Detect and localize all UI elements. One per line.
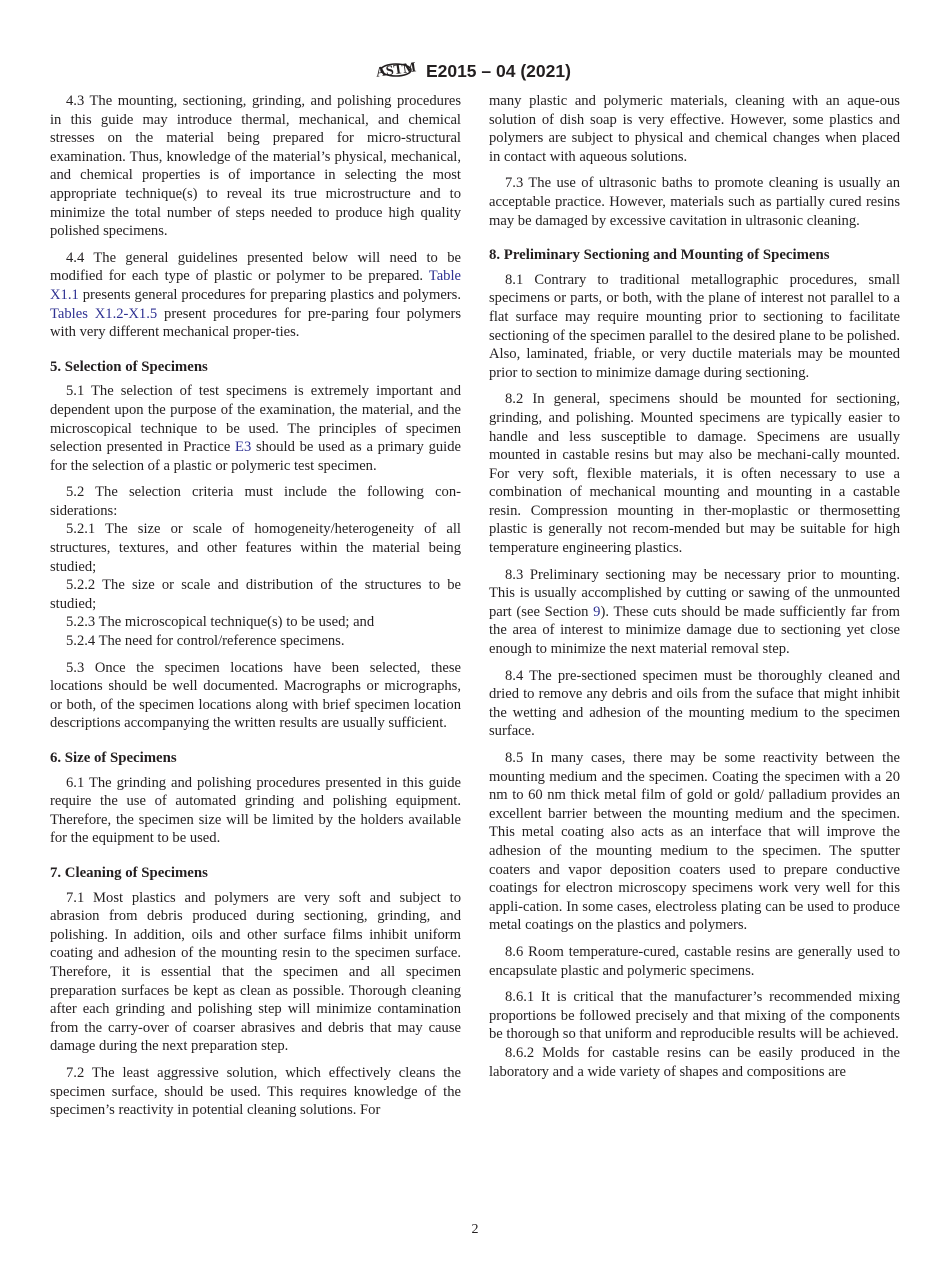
text-segment: many plastic and polymeric materials, cleaning with an aque-ous solution of dish soap is very effective. However, some plastics and polymers are subject to physical and chemical changes when placed in contact with aqueous solutions. bbox=[489, 93, 900, 165]
text-segment: 7.3 The use of ultrasonic baths to promote cleaning is usually an acceptable practice. However, materials such as partially cured resins may be damaged by excessive cavitation in ultrasonic cleaning. bbox=[489, 175, 900, 229]
paragraph bbox=[50, 774, 461, 848]
paragraph bbox=[50, 520, 461, 576]
text-segment: 7.2 The least aggressive solution, which effectively cleans the specimen surface, should be used. This requires knowledge of the specimen’s reactivity in potential cleaning solutions. For bbox=[50, 1064, 461, 1119]
page-header bbox=[0, 56, 950, 87]
section-heading bbox=[50, 864, 461, 883]
text-segment: 8. Preliminary Sectioning and Mounting of Specimens bbox=[489, 247, 830, 264]
cross-reference-link[interactable]: E3 bbox=[235, 439, 252, 456]
paragraph bbox=[50, 92, 461, 241]
paragraph bbox=[50, 1064, 461, 1120]
cross-reference-link[interactable]: Table X1.1 bbox=[50, 268, 461, 303]
text-segment: 8.3 Preliminary sectioning may be necessary prior to mounting. This is usually accomplished by cutting or sawing of the unmounted part (see Section bbox=[489, 566, 900, 620]
text-segment: 5.2.1 The size or scale of homogeneity/heterogeneity of all structures, textures, and other features within the material being studied; bbox=[50, 521, 461, 575]
svg-text:ASTM: ASTM bbox=[375, 60, 418, 81]
paragraph bbox=[50, 576, 461, 613]
astm-logo-icon bbox=[375, 56, 418, 87]
right-column bbox=[489, 92, 900, 1081]
section-heading bbox=[489, 246, 900, 265]
left-column bbox=[50, 92, 461, 1128]
text-segment: should be used as a primary guide for the selection of a plastic or polymeric test specimen. bbox=[50, 439, 461, 474]
section-heading bbox=[50, 749, 461, 768]
text-segment: presents general procedures for preparing plastics and polymers. bbox=[78, 286, 461, 303]
text-segment: 5. Selection of Specimens bbox=[50, 358, 208, 375]
paragraph bbox=[50, 382, 461, 475]
text-segment: 8.1 Contrary to traditional metallographic procedures, small specimens or parts, or both, with the plane of interest not parallel to a flat surface may require mounting prior to sectioning to facilitate sectioning of the specimen parallel to the desired plane to be polished. Also, laminated, friable, or very ductile materials may be mounted prior to section to minimize damage during sectioning. bbox=[489, 271, 900, 381]
paragraph bbox=[489, 749, 900, 935]
text-segment: 5.3 Once the specimen locations have been selected, these locations should be well documented. Macrographs or micrographs, or both, of the specimen locations along with brief specimen location descriptions accompanying the written results are usually sufficient. bbox=[50, 659, 461, 732]
paragraph bbox=[50, 889, 461, 1056]
document-designation: E2015 – 04 (2021) bbox=[425, 61, 571, 81]
text-segment: 6.1 The grinding and polishing procedures presented in this guide require the use of automated grinding and polishing equipment. Therefore, the specimen size will be limited by the holders available for the equipment to be used. bbox=[50, 774, 461, 847]
paragraph bbox=[489, 1044, 900, 1081]
text-segment: 6. Size of Specimens bbox=[50, 750, 177, 766]
text-segment: 8.6 Room temperature-cured, castable resins are generally used to encapsulate plastic and polymeric specimens. bbox=[489, 943, 900, 979]
text-segment: 4.3 The mounting, sectioning, grinding, and polishing procedures in this guide may introduce thermal, mechanical, and chemical stresses on the material being prepared for micro-structural examination. Thus, knowledge of the material’s physical, mechanical, and chemical properties is of importance in selecting the most appropriate technique(s) to reveal its true microstructure and to minimize the total number of steps needed to produce high quality polished specimens. bbox=[50, 93, 461, 240]
text-segment: 8.4 The pre-sectioned specimen must be thoroughly cleaned and dried to remove any debris and oils from the suface that might inhibit the wetting and adhesion of the mounting medium to the specimen surface. bbox=[489, 667, 900, 740]
paragraph bbox=[50, 632, 461, 651]
paragraph bbox=[489, 988, 900, 1044]
text-segment: 8.2 In general, specimens should be mounted for sectioning, grinding, and polishing. Mounted specimens are typically easier to handle and less susceptible to damage. Specimens are usually mounted in castable resins but may also be mechani-cally mounted. For very soft, flexible materials, it is often necessary to use a combination of mechanical mounting and mounting in a castable resin. Compression mounting in ther-moplastic or thermosetting plastic is generally not recom-mended but may be suitable for high temperature engineering plastics. bbox=[489, 391, 900, 557]
paragraph bbox=[489, 667, 900, 741]
paragraph bbox=[50, 249, 461, 342]
section-heading bbox=[50, 358, 461, 377]
page-number: 2 bbox=[471, 1222, 479, 1237]
text-segment: 5.2.4 The need for control/reference specimens. bbox=[66, 633, 345, 650]
text-segment: ). These cuts should be made sufficiently far from the area of interest to minimize damage due to sectioning yet close enough to minimize the next material removal step. bbox=[489, 603, 900, 658]
cross-reference-link[interactable]: Tables X1.2-X1.5 bbox=[50, 305, 158, 322]
text-segment: 8.5 In many cases, there may be some reactivity between the mounting medium and the specimen. Coating the specimen with a 20 nm to 60 nm thick metal film of gold or gold/ palladium provides an excellent barrier between the mounting medium and the specimen. This metal coating also acts as an interface that will improve the adhesion of the mounting medium to the specimen. The sputter coaters and vapor deposition coaters used to prepare conductive coatings for electron microscopy specimens work very well for this appli-cation. In some cases, electroless plating can be used to produce metal coatings on the plastics and polymers. bbox=[489, 750, 900, 934]
text-segment: 5.2.2 The size or scale and distribution of the structures to be studied; bbox=[50, 577, 461, 612]
text-segment: 5.2 The selection criteria must include the following con-siderations: bbox=[50, 484, 461, 519]
paragraph bbox=[489, 271, 900, 383]
paragraph bbox=[489, 390, 900, 557]
text-segment: 4.4 The general guidelines presented below will need to be modified for each type of plastic or polymer to be prepared. bbox=[50, 249, 461, 285]
paragraph bbox=[50, 483, 461, 520]
text-segment: 7.1 Most plastics and polymers are very soft and subject to abrasion from debris produced during sectioning, grinding, and polishing. In addition, oils and other surface films inhibit uniform coating and adhesion of the mounting resin to the specimen surface. Therefore, it is essential that the specimen and all specimen preparation surfaces be kept as clean as possible. Thorough cleaning after each grinding and polishing step will minimize contamination from the carry-over of coarser abrasives and debris that may cause damage during the next preparation step. bbox=[50, 889, 461, 1055]
text-segment: 8.6.2 Molds for castable resins can be easily produced in the laboratory and a wide variety of shapes and compositions are bbox=[489, 1044, 900, 1080]
text-segment: present procedures for pre-paring four polymers with very different mechanical proper-ties. bbox=[50, 305, 461, 341]
cross-reference-link[interactable]: 9 bbox=[593, 603, 601, 620]
paragraph bbox=[489, 566, 900, 659]
paragraph bbox=[50, 613, 461, 632]
text-segment: 5.2.3 The microscopical technique(s) to be used; and bbox=[66, 614, 375, 631]
paragraph bbox=[489, 174, 900, 230]
text-segment: 7. Cleaning of Specimens bbox=[50, 864, 208, 881]
text-segment: 8.6.1 It is critical that the manufacturer’s recommended mixing proportions be followed precisely and that mixing of the components be thorough so that uniform and reproducible results will be achieved. bbox=[489, 989, 900, 1043]
paragraph bbox=[489, 943, 900, 980]
paragraph bbox=[489, 92, 900, 166]
text-segment: 5.1 The selection of test specimens is extremely important and dependent upon the purpose of the examination, the material, and the microscopical technique to be used. The principles of specimen selection presented in Practice bbox=[50, 383, 461, 456]
paragraph bbox=[50, 659, 461, 733]
